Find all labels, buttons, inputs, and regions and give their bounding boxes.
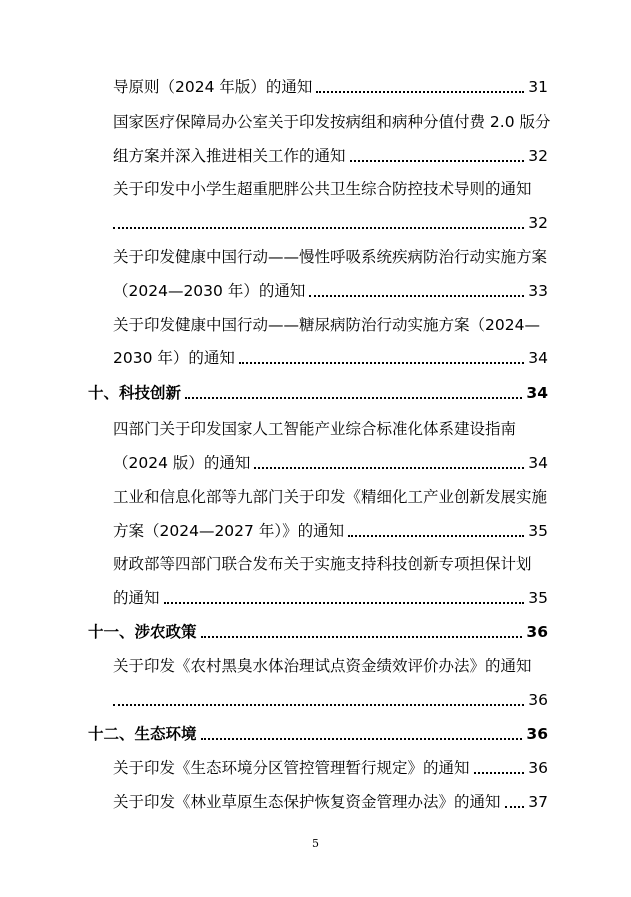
toc-entry: [113, 520, 548, 542]
toc-leader: [505, 806, 525, 808]
toc-section-heading: [88, 382, 548, 404]
toc-leader: [316, 91, 524, 93]
toc-entry: [113, 314, 548, 336]
toc-leader: [474, 772, 525, 774]
toc-leader: [348, 535, 524, 537]
toc-entry: [113, 587, 548, 609]
toc-entry-text: （2024 版）的通知: [113, 454, 251, 472]
toc-page-number: 34: [526, 384, 548, 402]
toc-leader: [185, 397, 522, 399]
toc-entry-text: 四部门关于印发国家人工智能产业综合标准化体系建设指南: [113, 420, 517, 438]
toc-leader: [113, 227, 524, 229]
toc-entry-text: 关于印发中小学生超重肥胖公共卫生综合防控技术导则的通知: [113, 180, 532, 198]
toc-entry: [113, 246, 548, 268]
toc-entry: [113, 553, 548, 575]
toc-entry-text: 导原则（2024 年版）的通知: [113, 78, 313, 96]
toc-entry: [113, 452, 548, 474]
toc-page-number: 32: [528, 214, 548, 232]
toc-leader: [113, 704, 524, 706]
toc-page-number: 36: [528, 691, 548, 709]
toc-leader: [201, 636, 523, 638]
toc-entry: [113, 486, 548, 508]
toc-entry-text: 财政部等四部门联合发布关于实施支持科技创新专项担保计划: [113, 555, 532, 573]
toc-section-heading: [88, 723, 548, 745]
toc-entry-text: 关于印发健康中国行动——糖尿病防治行动实施方案（2024—: [113, 316, 540, 334]
toc-page-number: 35: [528, 589, 548, 607]
toc-entry: [113, 418, 548, 440]
toc-leader: [254, 467, 524, 469]
toc-entry-text: 工业和信息化部等九部门关于印发《精细化工产业创新发展实施: [113, 488, 548, 506]
toc-page-number: 37: [528, 793, 548, 811]
toc-leader: [239, 362, 524, 364]
toc-section-title: 十二、生态环境: [88, 725, 197, 743]
toc-entry-text: 方案（2024—2027 年）》的通知: [113, 522, 345, 540]
toc-entry: [113, 178, 548, 200]
toc-page-number: 36: [526, 725, 548, 743]
toc-entry: [113, 791, 548, 813]
toc-section-title: 十一、涉农政策: [88, 623, 197, 641]
toc-section-heading: [88, 621, 548, 643]
toc-page-number: 34: [528, 349, 548, 367]
toc-entry-text: 组方案并深入推进相关工作的通知: [113, 147, 346, 165]
toc-page-number: 33: [528, 282, 548, 300]
toc-leader: [201, 738, 523, 740]
toc-entry-text: （2024—2030 年）的通知: [113, 282, 306, 300]
toc-entry: [113, 689, 548, 711]
toc-leader: [164, 602, 525, 604]
toc-entry: [113, 76, 548, 98]
toc-entry-text: 关于印发《林业草原生态保护恢复资金管理办法》的通知: [113, 793, 501, 811]
toc-entry: [113, 145, 548, 167]
toc-entry: [113, 757, 548, 779]
toc-page-number: 34: [528, 454, 548, 472]
toc-entry: [113, 347, 548, 369]
toc-page-number: 31: [528, 78, 548, 96]
toc-entry-text: 关于印发健康中国行动——慢性呼吸系统疾病防治行动实施方案: [113, 248, 548, 266]
page-number-footer: 5: [312, 837, 319, 850]
toc-entry-text: 关于印发《农村黑臭水体治理试点资金绩效评价办法》的通知: [113, 657, 532, 675]
toc-entry-text: 2030 年）的通知: [113, 349, 235, 367]
toc-page-number: 36: [526, 623, 548, 641]
toc-entry-text: 关于印发《生态环境分区管控管理暂行规定》的通知: [113, 759, 470, 777]
toc-page-number: 35: [528, 522, 548, 540]
toc-entry: [113, 212, 548, 234]
toc-page-number: 32: [528, 147, 548, 165]
toc-entry: [113, 111, 551, 133]
toc-leader: [350, 160, 525, 162]
toc-section-title: 十、科技创新: [88, 384, 182, 402]
toc-entry-text: 的通知: [113, 589, 160, 607]
toc-entry: [113, 280, 548, 302]
toc-entry: [113, 655, 548, 677]
toc-page-number: 36: [528, 759, 548, 777]
toc-leader: [309, 295, 524, 297]
toc-entry-text: 国家医疗保障局办公室关于印发按病组和病种分值付费 2.0 版分: [113, 113, 551, 131]
